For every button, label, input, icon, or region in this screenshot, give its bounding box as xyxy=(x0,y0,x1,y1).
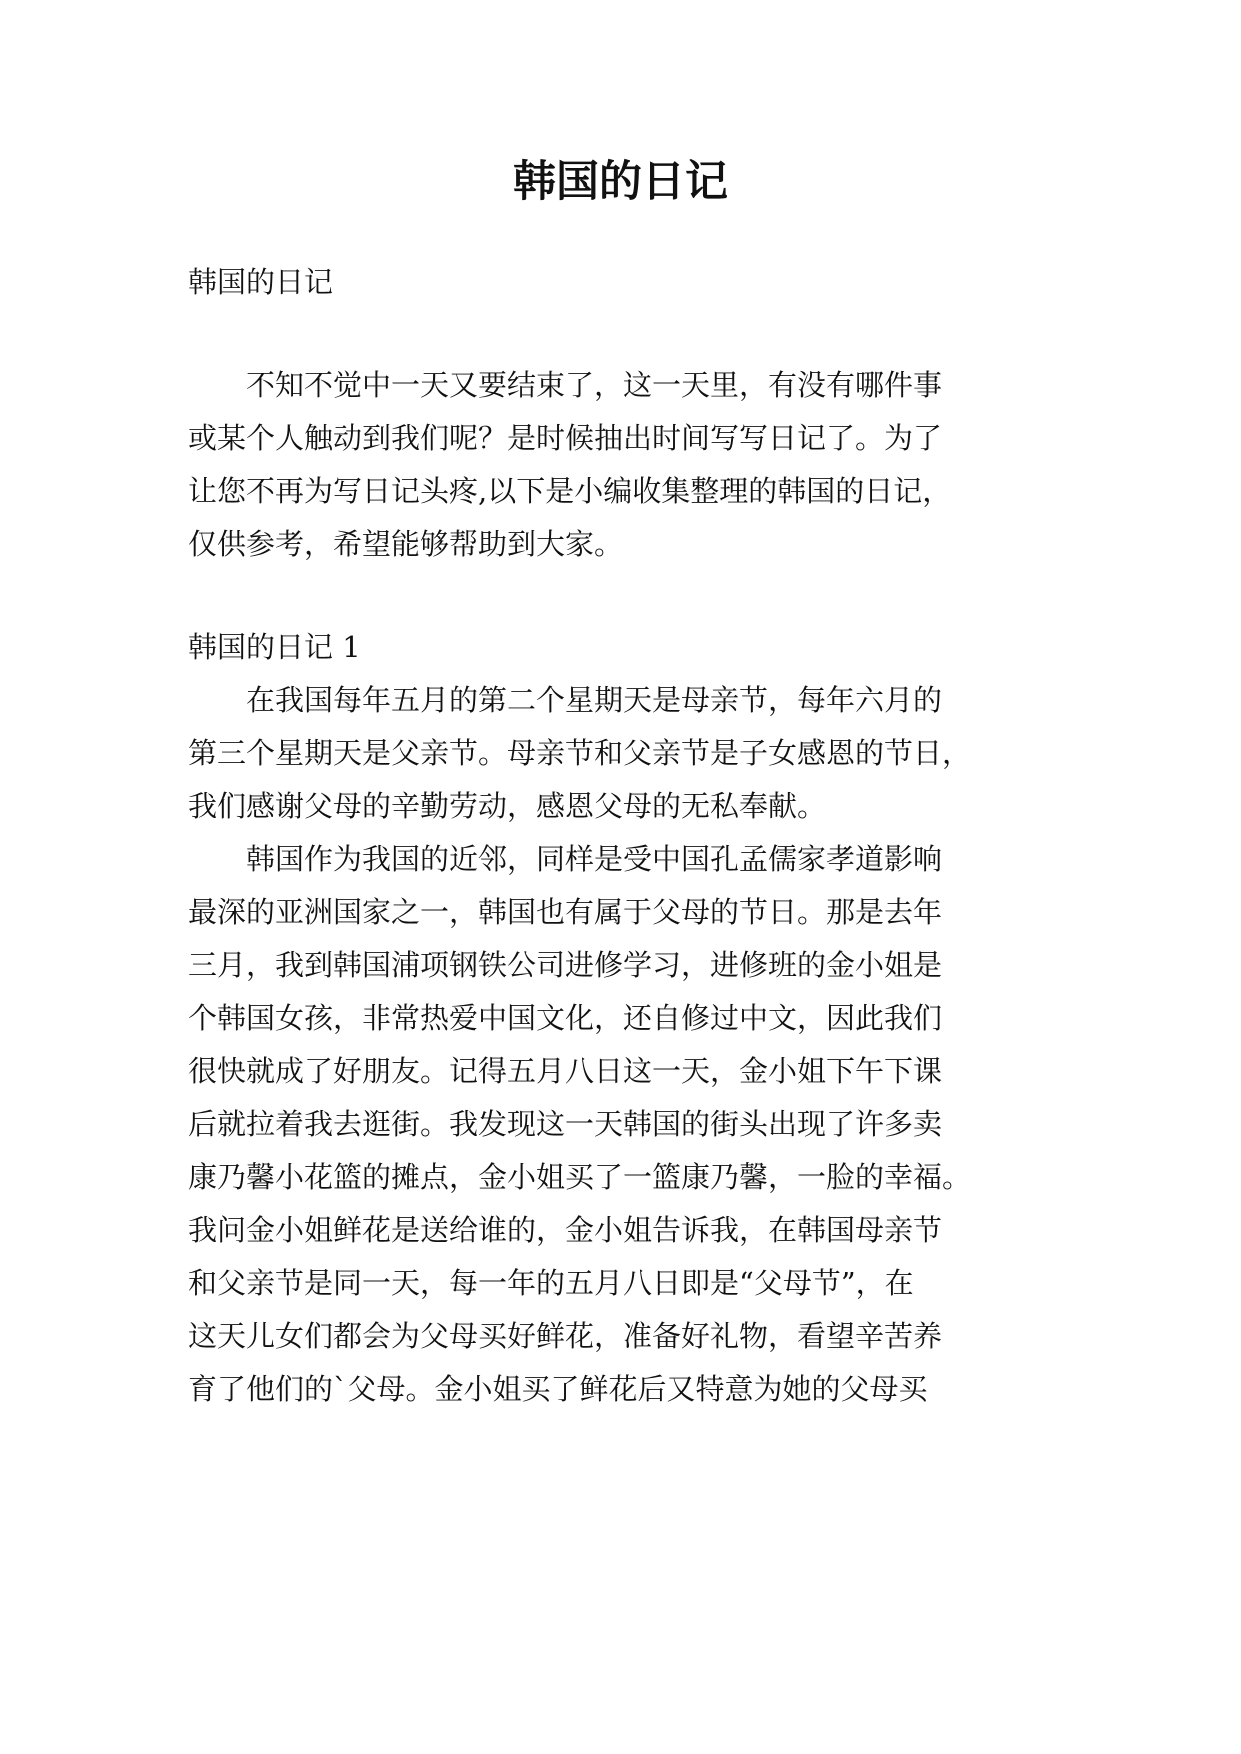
section-heading: 韩国的日记 1 xyxy=(188,630,361,664)
body-line-13: 这天儿女们都会为父母买好鲜花，准备好礼物，看望辛苦养 xyxy=(188,1319,943,1353)
body-line-12: 和父亲节是同一天，每一年的五月八日即是“父母节”，在 xyxy=(188,1266,914,1300)
intro-line-3: 让您不再为写日记头疼,以下是小编收集整理的韩国的日记， xyxy=(188,474,952,508)
body-line-7: 个韩国女孩，非常热爱中国文化，还自修过中文，因此我们 xyxy=(188,1001,943,1035)
intro-line-2: 或某个人触动到我们呢？是时候抽出时间写写日记了。为了 xyxy=(188,421,943,455)
body-line-4: 韩国作为我国的近邻，同样是受中国孔孟儒家孝道影响 xyxy=(188,842,943,876)
body-line-8: 很快就成了好朋友。记得五月八日这一天，金小姐下午下课 xyxy=(188,1054,943,1088)
body-line-2: 第三个星期天是父亲节。母亲节和父亲节是子女感恩的节日， xyxy=(188,736,972,770)
body-line-9: 后就拉着我去逛街。我发现这一天韩国的街头出现了许多卖 xyxy=(188,1107,943,1141)
intro-line-4: 仅供参考，希望能够帮助到大家。 xyxy=(188,527,624,561)
subtitle: 韩国的日记 xyxy=(188,265,334,299)
body-line-3: 我们感谢父母的辛勤劳动，感恩父母的无私奉献。 xyxy=(188,789,827,823)
body-line-10: 康乃馨小花篮的摊点，金小姐买了一篮康乃馨，一脸的幸福。 xyxy=(188,1160,972,1194)
body-line-14: 育了他们的`父母。金小姐买了鲜花后又特意为她的父母买 xyxy=(188,1372,928,1406)
body-line-6: 三月，我到韩国浦项钢铁公司进修学习，进修班的金小姐是 xyxy=(188,948,943,982)
body-line-5: 最深的亚洲国家之一，韩国也有属于父母的节日。那是去年 xyxy=(188,895,943,929)
document-title: 韩国的日记 xyxy=(513,157,728,207)
body-line-11: 我问金小姐鲜花是送给谁的，金小姐告诉我，在韩国母亲节 xyxy=(188,1213,943,1247)
body-line-1: 在我国每年五月的第二个星期天是母亲节，每年六月的 xyxy=(188,683,943,717)
intro-line-1: 不知不觉中一天又要结束了，这一天里，有没有哪件事 xyxy=(188,368,943,402)
